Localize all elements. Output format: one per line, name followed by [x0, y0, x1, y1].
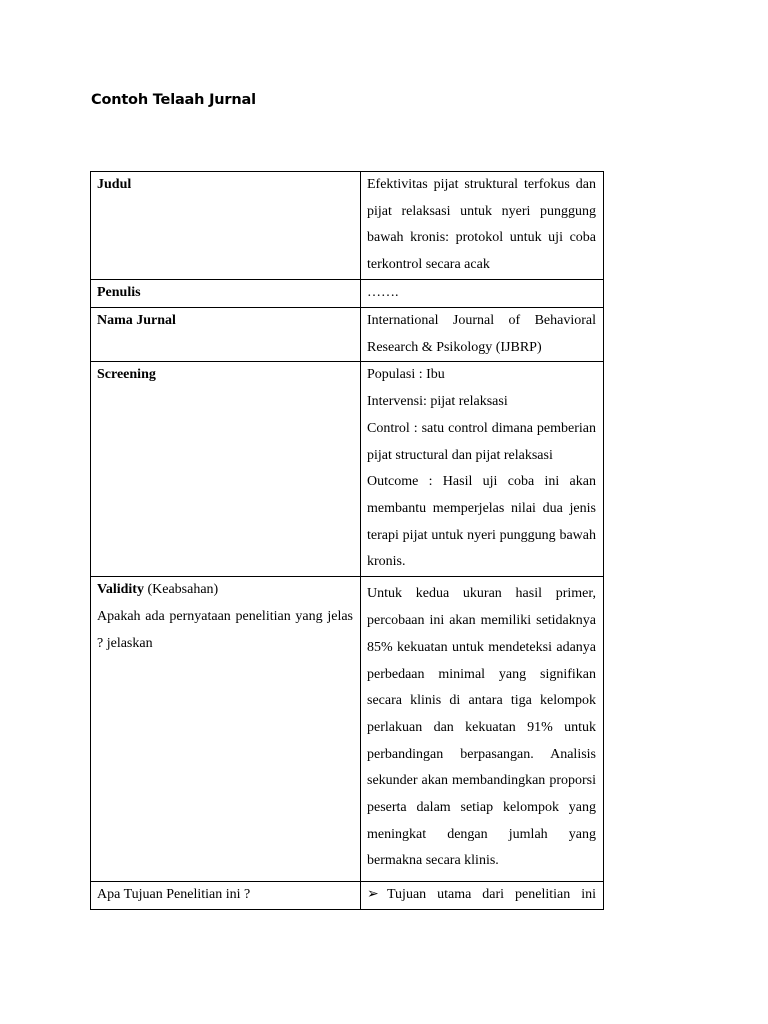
value-nama-jurnal: International Journal of Behavioral Research & Psikology (IJBRP) — [361, 308, 604, 362]
value-penulis: ……. — [361, 280, 604, 308]
value-validity: Untuk kedua ukuran hasil primer, percobaan ini akan memiliki setidaknya 85% kekuatan untuk mendeteksi adanya perbedaan minimal yang signifikan secara klinis di antara tiga kelompok perlakuan dan kekuatan 91% untuk perbandingan berpasangan. Analisis sekunder akan membandingkan proporsi peserta dalam setiap kelompok yang meningkat dengan jumlah yang bermakna secara klinis. — [361, 577, 604, 882]
value-judul: Efektivitas pijat struktural terfokus dan pijat relaksasi untuk nyeri punggung bawah kronis: protokol untuk uji coba terkontrol secara acak — [361, 172, 604, 280]
value-tujuan — [361, 882, 604, 910]
tujuan-answer: Tujuan utama dari penelitian ini — [387, 887, 596, 903]
label-validity — [91, 577, 361, 882]
label-penulis: Penulis — [91, 280, 361, 308]
table-row-judul — [91, 172, 604, 280]
screening-outcome: Outcome : Hasil uji coba ini akan membantu memperjelas nilai dua jenis terapi pijat untuk nyeri punggung bawah kronis. — [367, 474, 596, 570]
screening-populasi: Populasi : Ibu — [367, 367, 445, 383]
screening-control: Control : satu control dimana pemberian pijat structural dan pijat relaksasi — [367, 420, 596, 463]
label-nama-jurnal: Nama Jurnal — [91, 308, 361, 362]
table-row-nama-jurnal — [91, 308, 604, 362]
arrow-bullet-icon: ➢ — [367, 887, 379, 903]
table-row-screening — [91, 362, 604, 577]
table-row-tujuan — [91, 882, 604, 910]
label-tujuan: Apa Tujuan Penelitian ini ? — [91, 882, 361, 910]
validity-label-note: (Keabsahan) — [143, 582, 219, 598]
table-row-penulis — [91, 280, 604, 308]
screening-intervensi: Intervensi: pijat relaksasi — [367, 394, 508, 410]
label-judul: Judul — [91, 172, 361, 280]
label-screening: Screening — [91, 362, 361, 577]
validity-question: Apakah ada pernyataan penelitian yang jelas ? jelaskan — [97, 609, 353, 651]
journal-review-table — [90, 171, 604, 910]
validity-label-bold: Validity — [97, 582, 144, 598]
page-title: Contoh Telaah Jurnal — [91, 92, 256, 108]
table-row-validity — [91, 577, 604, 882]
value-screening — [361, 362, 604, 577]
